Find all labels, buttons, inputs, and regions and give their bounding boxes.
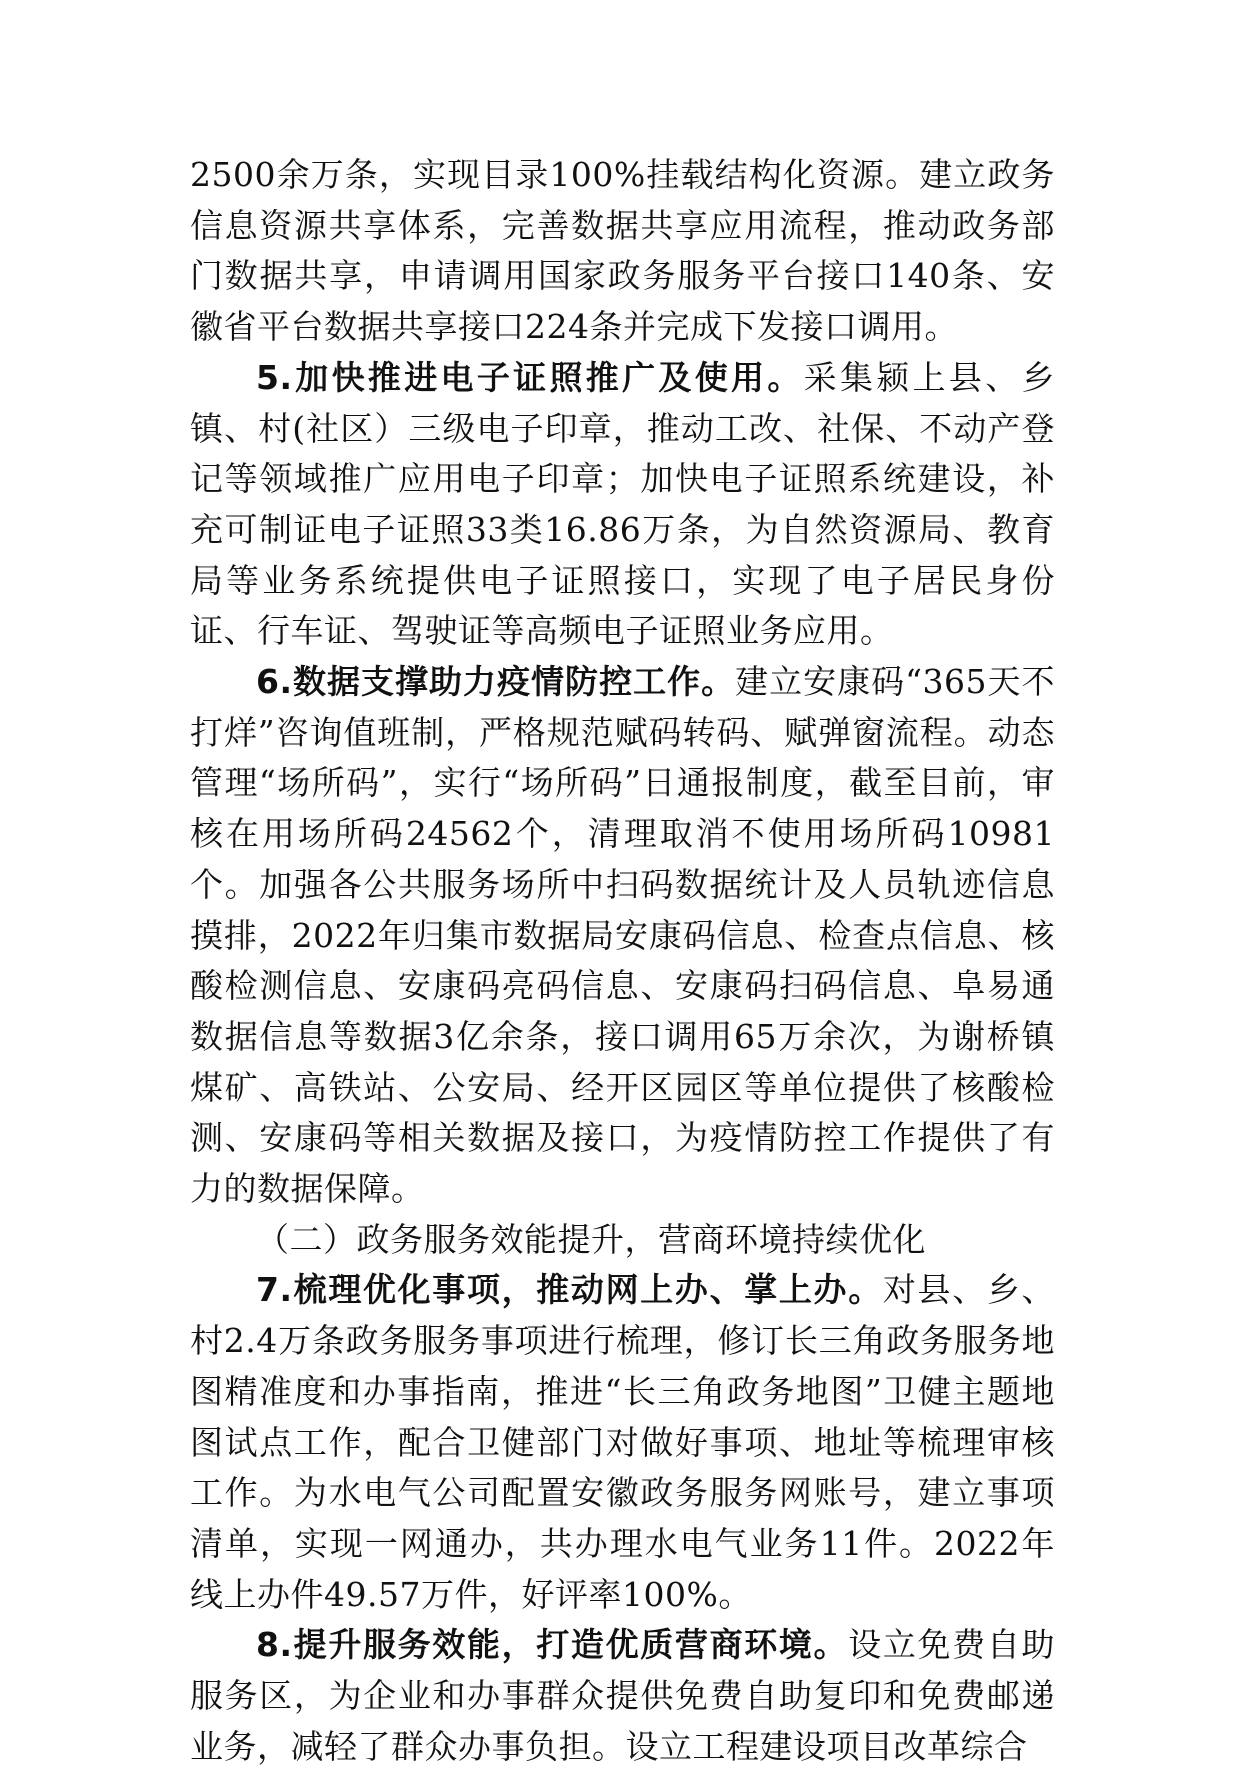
section-heading-2: （二）政务服务效能提升，营商环境持续优化 [256, 1219, 926, 1259]
paragraph-online-services [190, 1265, 1055, 1620]
paragraph-e-license [190, 353, 1055, 657]
paragraph-text: 采集颍上县、乡镇、村(社区）三级电子印章，推动工改、社保、不动产登记等领域推广应用电子印章；加快电子证照系统建设，补充可制证电子证照33类16.86万条，为自然资源局、教育局等业务系统提供电子证照接口，实现了电子居民身份证、行车证、驾驶证等高频电子证照业务应用。 [190, 357, 1055, 651]
item-heading-6: 6.数据支撑助力疫情防控工作。 [256, 662, 736, 702]
paragraph-text: 建立安康码“365天不打烊”咨询值班制，严格规范赋码转码、赋弹窗流程。动态管理“场所码”，实行“场所码”日通报制度，截至目前，审核在用场所码24562个，清理取消不使用场所码10981个。加强各公共服务场所中扫码数据统计及人员轨迹信息摸排，2022年归集市数据局安康码信息、检查点信息、核酸检测信息、安康码亮码信息、安康码扫码信息、阜易通数据信息等数据3亿余条，接口调用65万余次，为谢桥镇煤矿、高铁站、公安局、经开区园区等单位提供了核酸检测、安康码等相关数据及接口，为疫情防控工作提供了有力的数据保障。 [190, 662, 1055, 1209]
item-heading-8: 8.提升服务效能，打造优质营商环境。 [256, 1625, 849, 1665]
paragraph-text: 设立免费自助服务区，为企业和办事群众提供免费自助复印和免费邮递业务，减轻了群众办事负担。设立工程建设项目改革综合 [190, 1625, 1055, 1766]
paragraph-data-sharing [190, 150, 1055, 353]
paragraph-text: 对县、乡、村2.4万条政务服务事项进行梳理，修订长三角政务服务地图精准度和办事指南，推进“长三角政务地图”卫健主题地图试点工作，配合卫健部门对做好事项、地址等梳理审核工作。为水电气公司配置安徽政务服务网账号，建立事项清单，实现一网通办，共办理水电气业务11件。2022年线上办件49.57万件，好评率100%。 [190, 1270, 1056, 1614]
paragraph-business-environment [190, 1620, 1055, 1772]
item-heading-5: 5.加快推进电子证照推广及使用。 [256, 357, 804, 397]
document-page [190, 150, 1055, 1773]
paragraph-text: 2500余万条，实现目录100%挂载结构化资源。建立政务信息资源共享体系，完善数据共享应用流程，推动政务部门数据共享，申请调用国家政务服务平台接口140条、安徽省平台数据共享接口224条并完成下发接口调用。 [190, 155, 1055, 347]
paragraph-epidemic-support [190, 657, 1055, 1215]
item-heading-7: 7.梳理优化事项，推动网上办、掌上办。 [256, 1270, 883, 1310]
